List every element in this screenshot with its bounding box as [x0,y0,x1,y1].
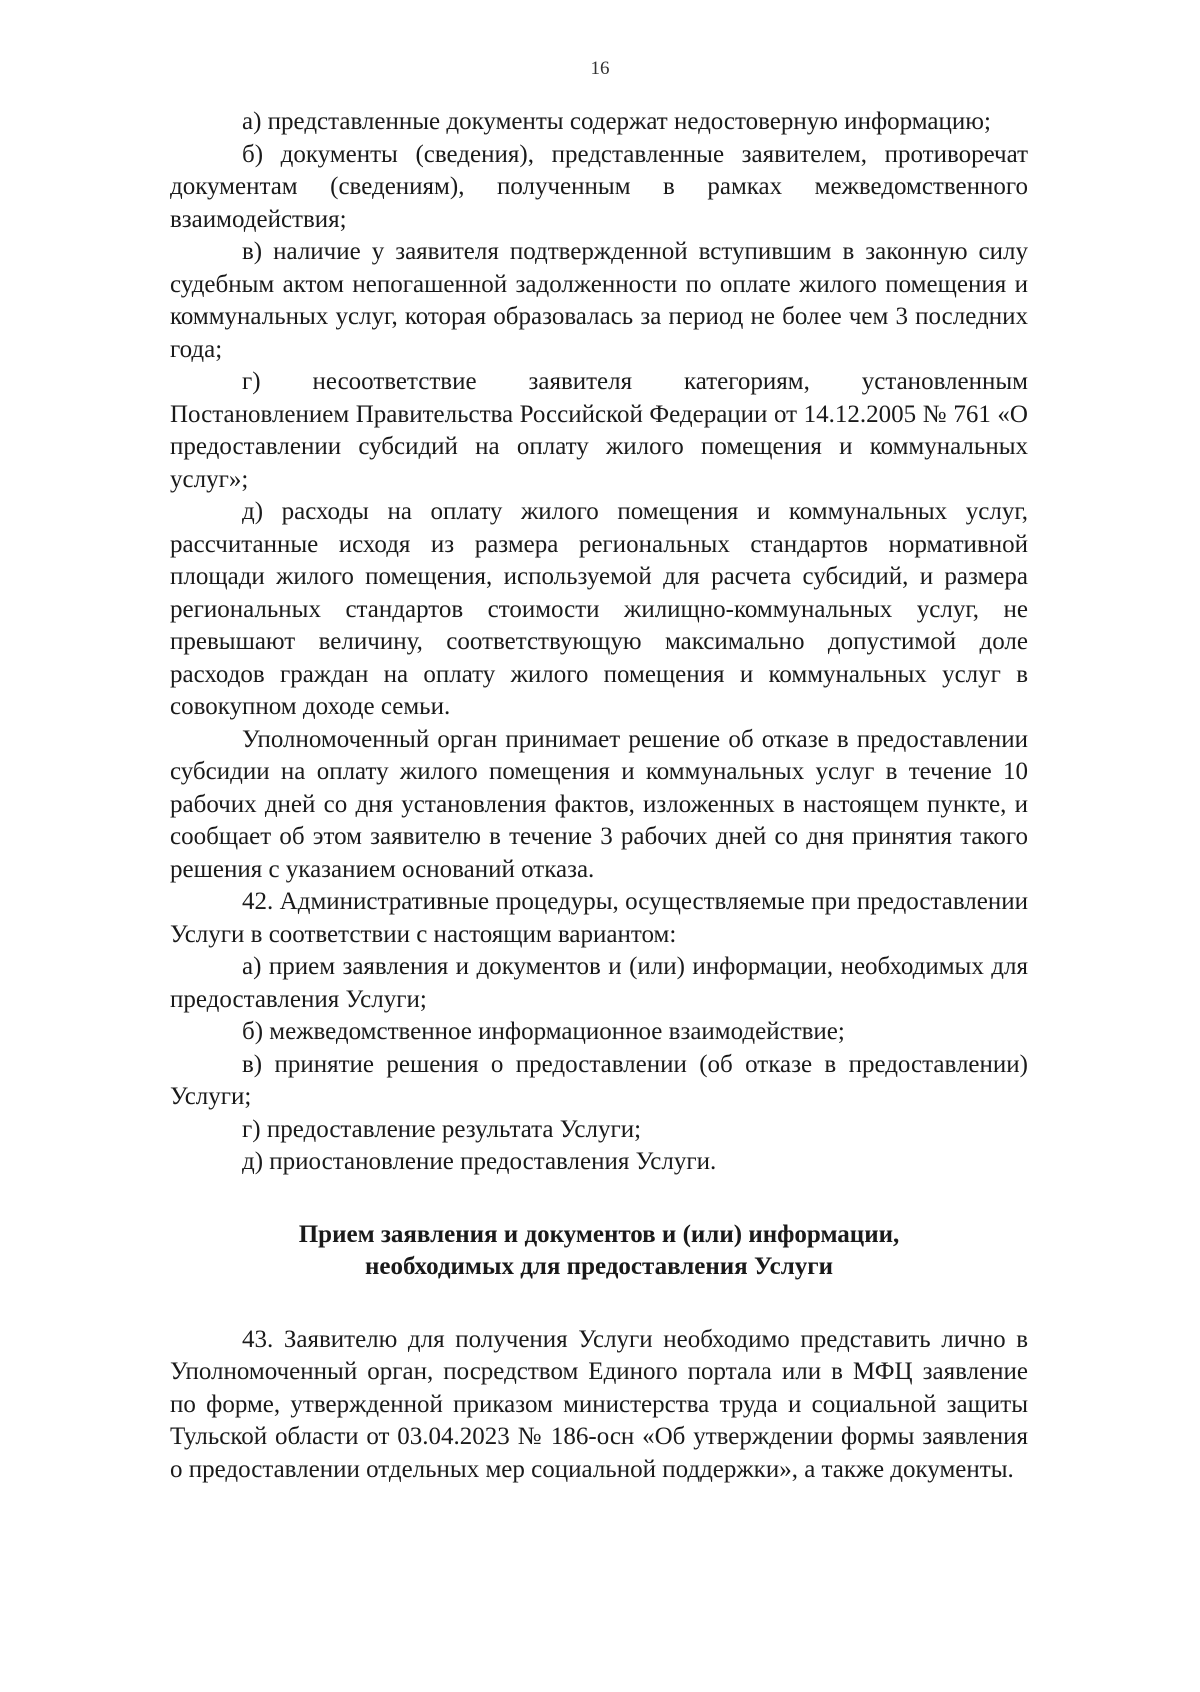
paragraph-g-category-mismatch: г) несоответствие заявителя категориям, установленным Постановлением Правительства Российской Федерации от 14.12.2005 № 761 «О предоставлении субсидий на оплату жилого помещения и коммунальных услуг»; [170,368,1028,493]
document-body [170,106,1028,1486]
page-number: 16 [590,58,610,79]
paragraph-v-debt: в) наличие у заявителя подтвержденной вступившим в законную силу судебным актом непогашенной задолженности по оплате жилого помещения и коммунальных услуг, которая образовалась за период не более чем 3 последних года; [170,238,1028,363]
paragraph-42-procedures: 42. Административные процедуры, осуществляемые при предоставлении Услуги в соответствии с настоящим вариантом: [170,888,1028,948]
paragraph-refusal-decision: Уполномоченный орган принимает решение об отказе в предоставлении субсидии на оплату жилого помещения и коммунальных услуг в течение 10 рабочих дней со дня установления фактов, изложенных в настоящем пункте, и сообщает об этом заявителю в течение 3 рабочих дней со дня принятия такого решения с указанием оснований отказа. [170,725,1028,883]
paragraph-d-expenses: д) расходы на оплату жилого помещения и коммунальных услуг, рассчитанные исходя из размера региональных стандартов нормативной площади жилого помещения, используемой для расчета субсидий, и размера региональных стандартов стоимости жилищно-коммунальных услуг, не превышают величину, соответствующую максимально допустимой доле расходов граждан на оплату жилого помещения и коммунальных услуг в совокупном доходе семьи. [170,498,1028,720]
paragraph-b-contradicting-documents: б) документы (сведения), представленные заявителем, противоречат документам (сведениям), полученным в рамках межведомственного взаимодействия; [170,140,1028,233]
section-heading-line-1: Прием заявления и документов и (или) информации, [298,1220,900,1248]
procedure-item-d: д) приостановление предоставления Услуги. [242,1148,717,1175]
procedure-item-b: б) межведомственное информационное взаимодействие; [242,1018,845,1045]
paragraph-a-inaccurate-info: а) представленные документы содержат недостоверную информацию; [242,108,991,135]
procedure-item-g: г) предоставление результата Услуги; [242,1115,642,1143]
procedure-item-v: в) принятие решения о предоставлении (об отказе в предоставлении) Услуги; [170,1050,1028,1110]
procedure-item-a: а) прием заявления и документов и (или) информации, необходимых для предоставления Услуги; [170,953,1028,1013]
section-heading-line-2: необходимых для предоставления Услуги [365,1253,833,1280]
paragraph-43-application: 43. Заявителю для получения Услуги необходимо представить лично в Уполномоченный орган, посредством Единого портала или в МФЦ заявление по форме, утвержденной приказом министерства труда и социальной защиты Тульской области от 03.04.2023 № 186-осн «Об утверждении формы заявления о предоставлении отдельных мер социальной поддержки», а также документы. [170,1325,1028,1483]
section-heading [170,1219,1028,1284]
